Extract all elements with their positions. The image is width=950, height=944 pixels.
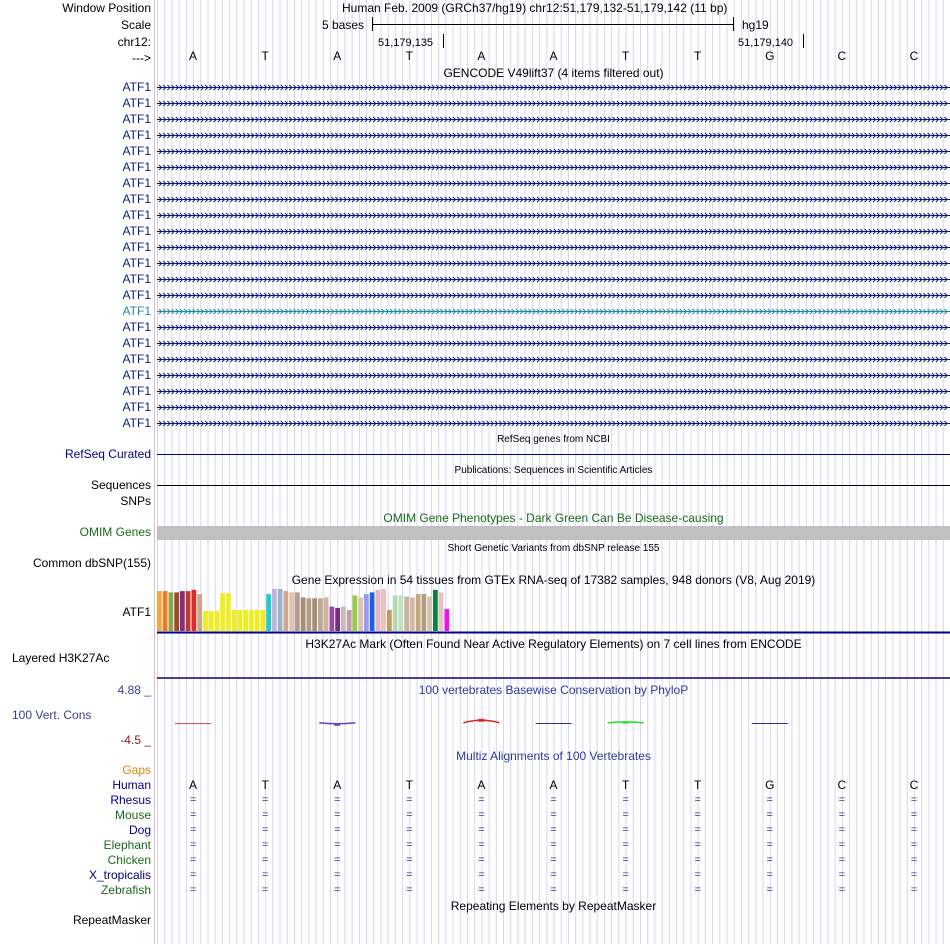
alignment-match: = [694,824,701,836]
reference-base: A [549,49,558,63]
gencode-transcript-label[interactable]: ATF1 [122,352,151,366]
gtex-tissue-bar [226,593,231,631]
coordinate-label-1: 51,179,135 [378,37,434,49]
gtex-tissue-bar [324,597,329,631]
alignment-match: = [838,824,846,836]
gencode-transcript-label[interactable]: ATF1 [122,320,151,334]
alignment-match: = [766,869,773,881]
repeatmasker-label[interactable]: RepeatMasker [72,913,151,927]
reference-base: T [261,49,269,63]
gtex-tissue-bar [157,591,162,631]
alignment-match: = [334,854,341,866]
alignment-base: T [694,778,702,792]
gencode-transcript-label[interactable]: ATF1 [122,96,151,110]
gencode-transcript-label[interactable]: ATF1 [122,256,151,270]
publications-track-title: Publications: Sequences in Scientific Articles [454,465,653,476]
gencode-transcripts[interactable] [157,80,950,432]
phylop-value [319,723,355,726]
alignment-match: = [910,809,918,821]
h3k27ac-baseline[interactable] [157,677,950,679]
gencode-transcript [157,181,950,186]
alignment-match: = [261,794,269,806]
reference-base: T [621,49,630,63]
alignment-match: = [622,839,629,851]
gencode-transcript [157,357,950,362]
multiz-track-title: Multiz Alignments of 100 Vertebrates [456,749,651,763]
gencode-transcript [157,421,950,426]
gtex-track-title: Gene Expression in 54 tissues from GTEx RNA-seq of 17382 samples, 948 donors (V8, Aug 2019) [291,573,816,587]
alignment-match: = [406,869,413,881]
refseq-feature-line[interactable] [157,454,950,455]
alignment-match: = [478,839,485,851]
gtex-tissue-bar [197,594,202,631]
alignment-match: = [406,884,413,896]
alignment-base: A [333,778,342,792]
alignment-match: = [478,884,485,896]
gtex-tissue-bar [220,593,225,631]
alignment-match: = [550,809,557,821]
gencode-transcript [157,213,950,218]
alignment-match: = [838,794,846,806]
reference-base: C [837,49,847,63]
alignment-base: G [765,778,775,792]
phylop-label[interactable]: 100 Vert. Cons [12,708,92,722]
track-image[interactable] [157,0,950,944]
alignment-match: = [766,824,773,836]
gtex-tissue-bar [249,610,254,631]
gtex-tissue-bar [289,592,294,631]
gtex-tissue-bar [335,608,340,631]
species-label[interactable]: Zebrafish [100,883,151,897]
gtex-tissue-bar [169,592,174,631]
alignment-base: A [189,778,198,792]
gencode-transcript-label[interactable]: ATF1 [122,400,151,414]
gencode-transcript [157,293,950,298]
gtex-tissue-bar [295,592,300,631]
alignment-match: = [694,839,701,851]
gtex-tissue-bar [445,609,450,631]
alignment-match: = [550,839,557,851]
alignment-match: = [478,794,485,806]
gtex-tissue-bar [215,611,220,631]
gencode-transcript [157,245,950,250]
alignment-match: = [261,824,269,836]
alignment-match: = [261,839,269,851]
alignment-match: = [910,824,918,836]
gtex-tissue-bar [376,590,381,631]
alignment-match: = [334,869,341,881]
gtex-tissue-bar [255,610,260,631]
gtex-tissue-bar [238,610,243,631]
coordinate-label-2: 51,179,140 [738,37,794,49]
strand-label: ---> [132,51,151,65]
alignment-match: = [550,854,557,866]
gencode-transcript [157,309,950,314]
reference-base: A [189,49,198,63]
gtex-tissue-bar [427,597,432,631]
gtex-tissue-bar [330,607,335,631]
phylop-value [608,722,644,724]
alignment-match: = [910,884,918,896]
alignment-match: = [550,884,557,896]
gencode-transcript [157,85,950,90]
omim-feature-bar[interactable] [157,526,950,540]
gencode-transcript-label[interactable]: ATF1 [122,224,151,238]
alignment-base: C [837,778,847,792]
species-label[interactable]: X_tropicalis [88,868,151,882]
reference-base: T [405,49,413,63]
gtex-tissue-bar [410,597,415,631]
alignment-match: = [478,869,485,881]
species-label[interactable]: Human [112,778,151,792]
gaps-label: Gaps [122,763,151,777]
gencode-transcript [157,117,950,122]
gencode-transcript-label[interactable]: ATF1 [122,192,151,206]
gencode-transcript [157,373,950,378]
alignment-match: = [406,809,413,821]
gtex-tissue-bar [180,591,185,631]
alignment-match: = [189,809,197,821]
scale-bar-left-tick [372,17,373,31]
gtex-tissue-bar [341,607,346,631]
alignment-match: = [334,884,341,896]
alignment-match: = [261,884,269,896]
gtex-tissue-bar [261,610,266,631]
alignment-match: = [910,794,918,806]
alignment-match: = [694,854,701,866]
gtex-tissue-bar [272,589,277,631]
gtex-tissue-bar [347,610,352,631]
reference-base: G [765,49,775,63]
alignment-match: = [766,884,773,896]
alignment-match: = [406,824,413,836]
alignment-match: = [838,854,846,866]
phylop-conservation-plot[interactable] [157,698,950,746]
gencode-transcript [157,261,950,266]
refseq-track-title: RefSeq genes from NCBI [497,434,610,445]
alignment-match: = [189,884,197,896]
gtex-tissue-bar [301,597,306,631]
reference-base: A [477,49,486,63]
gencode-transcript-label[interactable]: ATF1 [122,304,151,318]
gencode-transcript-label[interactable]: ATF1 [122,80,151,94]
alignment-match: = [261,854,269,866]
alignment-match: = [622,884,629,896]
gtex-tissue-bar [307,598,312,631]
alignment-match: = [910,869,918,881]
alignment-match: = [261,869,269,881]
alignment-match: = [766,794,773,806]
gtex-tissue-bar [399,595,404,631]
gtex-tissue-bar [381,589,386,631]
alignment-base: C [909,778,919,792]
species-label[interactable]: Chicken [107,853,151,867]
phylop-min-label: -4.5 _ [120,733,151,747]
alignment-match: = [478,854,485,866]
gencode-track-title: GENCODE V49lift37 (4 items filtered out) [443,66,664,80]
gencode-transcript-label[interactable]: ATF1 [122,176,151,190]
alignment-match: = [694,794,701,806]
alignment-base: T [621,778,630,792]
alignment-match: = [478,824,485,836]
gtex-tissue-bar [192,590,197,631]
alignment-match: = [838,809,846,821]
snps-label[interactable]: SNPs [120,494,151,508]
reference-base: T [694,49,702,63]
gtex-tissue-bar [284,591,289,631]
assembly-position-text: Human Feb. 2009 (GRCh37/hg19) chr12:51,179,132-51,179,142 (11 bp) [342,1,728,15]
omim-label[interactable]: OMIM Genes [79,525,151,539]
alignment-match: = [261,809,269,821]
gtex-tissue-bar [266,594,271,631]
alignment-match: = [622,824,629,836]
alignment-match: = [694,869,701,881]
scale-text: 5 bases [322,18,365,32]
gtex-tissue-bar [433,590,438,631]
scale-bar [372,24,734,25]
gencode-transcript [157,405,950,410]
alignment-match: = [189,824,197,836]
scale-bar-right-tick [733,17,734,31]
gtex-tissue-bar [232,610,237,631]
gencode-transcript-label[interactable]: ATF1 [122,384,151,398]
publications-label[interactable]: Sequences [90,478,151,492]
alignment-base: T [261,778,269,792]
gtex-tissue-bar [353,595,358,631]
window-position-label: Window Position [62,1,151,15]
gencode-transcript-label[interactable]: ATF1 [122,272,151,286]
gtex-tissue-bar [416,594,421,631]
gencode-transcript [157,165,950,170]
gencode-transcript [157,389,950,394]
gtex-tissue-bar [422,594,427,631]
gencode-transcript [157,277,950,282]
omim-track-title: OMIM Gene Phenotypes - Dark Green Can Be Disease-causing [383,511,724,525]
alignment-match: = [766,854,773,866]
gencode-transcript [157,133,950,138]
alignment-match: = [838,869,846,881]
alignment-match: = [334,839,341,851]
gtex-tissue-bar [318,598,323,631]
gencode-transcript [157,341,950,346]
gtex-tissue-bar [387,610,392,631]
gtex-tissue-bar [209,611,214,631]
gencode-transcript-label[interactable]: ATF1 [122,112,151,126]
gtex-tissue-bar [203,611,208,631]
gencode-transcript-label[interactable]: ATF1 [122,208,151,222]
alignment-match: = [838,839,846,851]
alignment-match: = [406,839,413,851]
gtex-tissue-bar [358,597,363,631]
assembly-short-text: hg19 [742,18,769,32]
gtex-tissue-bar [370,592,375,631]
refseq-label[interactable]: RefSeq Curated [64,447,151,461]
alignment-match: = [910,854,918,866]
gencode-transcript [157,101,950,106]
gencode-transcript-label[interactable]: ATF1 [122,240,151,254]
publications-feature-line[interactable] [157,485,950,486]
gencode-transcript-label[interactable]: ATF1 [122,160,151,174]
dbsnp-label[interactable]: Common dbSNP(155) [32,556,151,570]
coordinate-tick-2 [803,34,804,48]
alignment-match: = [189,869,197,881]
gtex-tissue-bar [393,595,398,631]
gencode-transcript [157,325,950,330]
scale-label: Scale [120,18,151,32]
gencode-transcript [157,229,950,234]
reference-base: C [909,49,919,63]
alignment-match: = [766,809,773,821]
alignment-match: = [766,839,773,851]
alignment-match: = [694,884,701,896]
alignment-match: = [406,794,413,806]
phylop-track-title: 100 vertebrates Basewise Conservation by PhyloP [418,683,689,697]
gencode-transcript-label[interactable]: ATF1 [122,416,151,430]
alignment-match: = [334,809,341,821]
alignment-match: = [622,854,629,866]
phylop-max-label: 4.88 _ [117,683,151,697]
gtex-tissue-bar [312,598,317,631]
gtex-tissue-bar [174,592,179,631]
gencode-transcript-label[interactable]: ATF1 [122,288,151,302]
species-label[interactable]: Elephant [103,838,151,852]
gencode-transcript [157,197,950,202]
gtex-tissue-bar [186,591,191,631]
gtex-tissue-bar [163,591,168,631]
alignment-match: = [550,794,557,806]
alignment-match: = [694,809,701,821]
alignment-match: = [189,854,197,866]
alignment-match: = [838,884,846,896]
alignment-match: = [550,824,557,836]
alignment-match: = [189,839,197,851]
h3k27ac-track-title: H3K27Ac Mark (Often Found Near Active Regulatory Elements) on 7 cell lines from ENCODE [305,637,802,651]
gencode-transcript-label[interactable]: ATF1 [122,128,151,142]
gtex-label[interactable]: ATF1 [122,605,151,619]
species-label[interactable]: Mouse [114,808,151,822]
gtex-tissue-bar [364,594,369,631]
alignment-base: A [549,778,558,792]
alignment-match: = [622,869,629,881]
gencode-transcript [157,149,950,154]
gtex-tissue-bar [278,589,283,631]
coordinate-tick-1 [443,34,444,48]
dbsnp-track-title: Short Genetic Variants from dbSNP release 155 [447,543,660,554]
species-label[interactable]: Dog [128,823,151,837]
gencode-transcript-label[interactable]: ATF1 [122,336,151,350]
track-labels-column [0,0,153,944]
gtex-tissue-bar [404,597,409,631]
gtex-tissue-bar [439,592,444,631]
alignment-match: = [334,824,341,836]
alignment-match: = [622,809,629,821]
alignment-base: T [405,778,413,792]
gencode-transcript-label[interactable]: ATF1 [122,368,151,382]
alignment-match: = [550,869,557,881]
chrom-label: chr12: [117,35,151,49]
phylop-value [463,719,499,723]
repeatmasker-track-title: Repeating Elements by RepeatMasker [450,899,657,913]
alignment-match: = [406,854,413,866]
h3k27ac-label[interactable]: Layered H3K27Ac [12,651,110,665]
gtex-tissue-bar [243,610,248,631]
alignment-match: = [622,794,629,806]
gencode-transcript-label[interactable]: ATF1 [122,144,151,158]
reference-base: A [333,49,342,63]
gtex-expression-bars[interactable] [157,587,950,635]
species-label[interactable]: Rhesus [110,793,151,807]
alignment-match: = [910,839,918,851]
alignment-match: = [334,794,341,806]
alignment-base: A [477,778,486,792]
alignment-match: = [189,794,197,806]
alignment-match: = [478,809,485,821]
